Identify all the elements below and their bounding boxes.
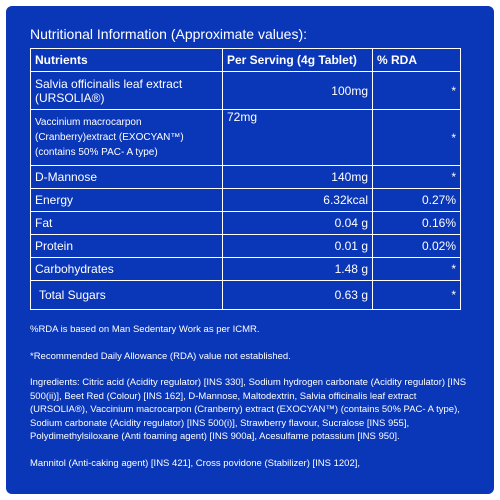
- footnotes: [30, 323, 470, 470]
- rda-value: *: [373, 258, 461, 281]
- rda-value: *: [373, 281, 461, 310]
- nutrient-name: D-Mannose: [31, 166, 223, 189]
- nutrient-name: Carbohydrates: [31, 258, 223, 281]
- panel-heading: Nutritional Information (Approximate values):: [30, 26, 308, 42]
- nutrition-table: [30, 48, 461, 310]
- serving-value: 100mg: [223, 72, 373, 110]
- column-header-rda: % RDA: [373, 49, 461, 72]
- additives-text: Mannitol (Anti-caking agent) [INS 421], Cross povidone (Stabilizer) [INS 1202],: [30, 457, 361, 469]
- column-header-nutrients: Nutrients: [31, 49, 223, 72]
- table-row: [31, 110, 461, 166]
- table-row: [31, 72, 461, 110]
- table-row: [31, 281, 461, 310]
- nutrient-name: Total Sugars: [31, 281, 223, 310]
- column-header-per-serving: Per Serving (4g Tablet): [223, 49, 373, 72]
- serving-value: 0.04 g: [223, 212, 373, 235]
- serving-value: 0.63 g: [223, 281, 373, 310]
- table-row: [31, 166, 461, 189]
- serving-value: 140mg: [223, 166, 373, 189]
- rda-definition-note: *Recommended Daily Allowance (RDA) value not established.: [30, 350, 291, 362]
- table-header-row: [31, 49, 461, 72]
- nutrient-name: Salvia officinalis leaf extract (URSOLIA®): [31, 72, 223, 110]
- ingredients-text: Ingredients: Citric acid (Acidity regulator) [INS 330], Sodium hydrogen carbonate (Acidity regulator) [INS 500(ii)], Beet Red (Colour) [INS 162], D-Mannose, Maltodextrin, Salvia officinalis leaf extract (URSOLIA®), Vaccinium macrocarpon (Cranberry) extract (EXOCYAN™) (contains 50% PAC- A type), Sodium carbonate (Acidity regulator) [INS 500(i)], Strawberry flavour, Sucralose [INS 955], Polydimethylsiloxane (Anti foaming agent) [INS 900a], Acesulfame potassium [INS 950].: [30, 377, 467, 442]
- nutrient-name: Energy: [31, 189, 223, 212]
- serving-value: 72mg: [223, 110, 373, 166]
- rda-basis-note: %RDA is based on Man Sedentary Work as per ICMR.: [30, 324, 260, 335]
- serving-value: 0.01 g: [223, 235, 373, 258]
- rda-value: *: [373, 110, 461, 166]
- table-row: [31, 212, 461, 235]
- nutrition-panel: [6, 6, 494, 494]
- rda-value: 0.27%: [373, 189, 461, 212]
- nutrient-name: Fat: [31, 212, 223, 235]
- table-row: [31, 235, 461, 258]
- table-row: [31, 258, 461, 281]
- serving-value: 1.48 g: [223, 258, 373, 281]
- table-row: [31, 189, 461, 212]
- rda-value: *: [373, 166, 461, 189]
- nutrient-name: Protein: [31, 235, 223, 258]
- rda-value: 0.02%: [373, 235, 461, 258]
- rda-value: *: [373, 72, 461, 110]
- nutrient-name: Vaccinium macrocarpon (Cranberry)extract (EXOCYAN™) (contains 50% PAC- A type): [31, 110, 223, 166]
- rda-value: 0.16%: [373, 212, 461, 235]
- serving-value: 6.32kcal: [223, 189, 373, 212]
